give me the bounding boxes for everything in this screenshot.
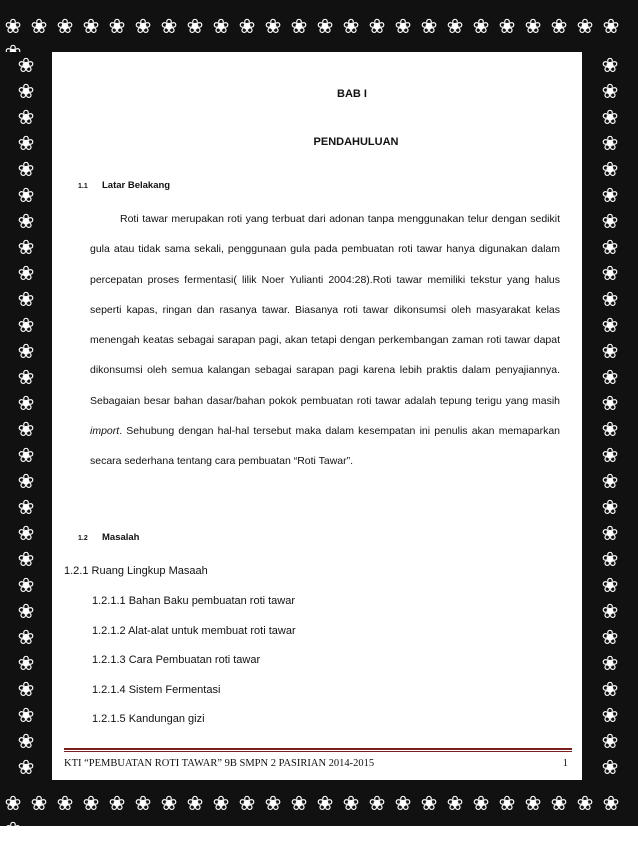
flower-ornament-icon: ❀ [601,209,619,233]
flower-ornament-icon: ❀ [601,131,619,155]
flower-ornament-icon: ❀ [601,521,619,545]
paragraph-text-end: . Sehubung dengan hal-hal tersebut maka dalam kesempatan ini penulis akan memaparkan secara sederhana tentang cara pembuatan “Roti Tawar”. [90,425,560,468]
section-number: 1.2 [78,535,88,542]
flower-ornament-icon: ❀ [134,791,152,815]
flower-ornament-icon: ❀ [17,495,35,519]
flower-ornament-icon: ❀ [394,791,412,815]
flower-ornament-icon: ❀ [601,599,619,623]
ornament-border-right [582,52,638,780]
flower-ornament-icon: ❀ [17,313,35,337]
flower-ornament-icon: ❀ [601,625,619,649]
section-heading-latar-belakang [78,180,170,191]
footer-rule-thin [64,751,572,752]
flower-ornament-icon: ❀ [17,729,35,753]
flower-ornament-icon: ❀ [601,365,619,389]
flower-ornament-icon: ❀ [601,729,619,753]
paragraph-text-main: Roti tawar merupakan roti yang terbuat dari adonan tanpa menggunakan telur dengan sedikit gula atau tidak sama sekali, penggunaan gula pada pembuatan roti tawar hanya digunakan dalam percepatan proses fermentasi( lilik Noer Yulianti 2004:28).Roti tawar memiliki tekstur yang halus seperti kapas, ringan dan rasanya tawar. Biasanya roti tawar dikonsumsi oleh masyarakat kelas menengah keatas sebagai sarapan pagi, akan tetapi dengan perkembangan zaman roti tawar dapat dikonsumsi oleh semua kalangan sebagai sarapan pagi karena lebih praktis dalam penyajiannya. Sebagaian besar bahan dasar/bahan pokok pembuatan roti tawar adalah tepung terigu yang masih [90,213,560,407]
ornament-border-bottom [0,780,638,841]
ornament-border-top [0,0,638,52]
flower-ornament-icon: ❀ [17,547,35,571]
flower-ornament-icon: ❀ [601,573,619,597]
flower-ornament-icon: ❀ [446,14,464,38]
flower-ornament-icon: ❀ [17,209,35,233]
flower-ornament-icon: ❀ [17,677,35,701]
flower-ornament-icon: ❀ [186,791,204,815]
flower-ornament-icon: ❀ [4,817,22,841]
flower-ornament-icon: ❀ [601,313,619,337]
flower-ornament-icon: ❀ [56,791,74,815]
flower-ornament-icon: ❀ [17,521,35,545]
flower-ornament-icon: ❀ [160,791,178,815]
page-content [52,52,582,780]
flower-ornament-icon: ❀ [601,495,619,519]
flower-ornament-icon: ❀ [420,791,438,815]
flower-ornament-icon: ❀ [82,791,100,815]
flower-ornament-icon: ❀ [601,417,619,441]
section-title: Latar Belakang [102,180,171,191]
section-title: Masalah [102,532,140,543]
flower-ornament-icon: ❀ [601,261,619,285]
chapter-title: PENDAHULUAN [313,136,399,148]
flower-ornament-icon: ❀ [601,703,619,727]
flower-ornament-icon: ❀ [17,261,35,285]
flower-ornament-icon: ❀ [17,235,35,259]
flower-ornament-icon: ❀ [30,791,48,815]
flower-ornament-icon: ❀ [4,14,22,38]
flower-ornament-icon: ❀ [238,791,256,815]
list-item: 1.2.1.4 Sistem Fermentasi [92,684,221,696]
flower-ornament-icon: ❀ [17,599,35,623]
flower-ornament-icon: ❀ [17,703,35,727]
flower-ornament-icon: ❀ [30,14,48,38]
flower-ornament-icon: ❀ [17,53,35,77]
flower-ornament-icon: ❀ [601,339,619,363]
list-item: 1.2.1.3 Cara Pembuatan roti tawar [92,654,261,666]
flower-ornament-icon: ❀ [602,14,620,38]
flower-ornament-icon: ❀ [550,791,568,815]
flower-ornament-icon: ❀ [264,791,282,815]
ornament-border-left [0,52,52,780]
page-footer [64,758,572,769]
flower-ornament-icon: ❀ [17,79,35,103]
flower-ornament-icon: ❀ [524,14,542,38]
flower-ornament-icon: ❀ [446,791,464,815]
flower-ornament-icon: ❀ [17,391,35,415]
flower-ornament-icon: ❀ [17,443,35,467]
flower-ornament-icon: ❀ [576,14,594,38]
flower-ornament-icon: ❀ [108,14,126,38]
flower-ornament-icon: ❀ [394,14,412,38]
flower-ornament-icon: ❀ [160,14,178,38]
flower-ornament-icon: ❀ [601,469,619,493]
flower-ornament-icon: ❀ [420,14,438,38]
flower-ornament-icon: ❀ [316,14,334,38]
list-item: 1.2.1.5 Kandungan gizi [92,713,205,725]
flower-ornament-icon: ❀ [82,14,100,38]
flower-ornament-icon: ❀ [498,14,516,38]
section-heading-masalah [78,532,140,543]
paragraph-italic-word: import [90,425,120,438]
flower-ornament-icon: ❀ [17,157,35,181]
flower-ornament-icon: ❀ [56,14,74,38]
flower-ornament-icon: ❀ [601,105,619,129]
flower-ornament-icon: ❀ [17,183,35,207]
flower-ornament-icon: ❀ [524,791,542,815]
flower-ornament-icon: ❀ [601,53,619,77]
flower-ornament-icon: ❀ [17,105,35,129]
flower-ornament-icon: ❀ [498,791,516,815]
flower-ornament-icon: ❀ [601,287,619,311]
flower-ornament-icon: ❀ [472,14,490,38]
flower-ornament-icon: ❀ [601,547,619,571]
flower-ornament-icon: ❀ [238,14,256,38]
chapter-label: BAB I [337,88,367,100]
flower-ornament-icon: ❀ [601,183,619,207]
flower-ornament-icon: ❀ [601,755,619,779]
flower-ornament-icon: ❀ [212,791,230,815]
subsection-ruang-lingkup: 1.2.1 Ruang Lingkup Masaah [64,565,208,577]
flower-ornament-icon: ❀ [576,791,594,815]
flower-ornament-icon: ❀ [601,79,619,103]
flower-ornament-icon: ❀ [108,791,126,815]
flower-ornament-icon: ❀ [601,651,619,675]
flower-ornament-icon: ❀ [316,791,334,815]
page-number: 1 [562,758,568,769]
flower-ornament-icon: ❀ [368,791,386,815]
flower-ornament-icon: ❀ [17,755,35,779]
flower-ornament-icon: ❀ [601,391,619,415]
flower-ornament-icon: ❀ [601,157,619,181]
flower-ornament-icon: ❀ [550,14,568,38]
flower-ornament-icon: ❀ [342,14,360,38]
flower-ornament-icon: ❀ [134,14,152,38]
flower-ornament-icon: ❀ [17,365,35,389]
footer-text: KTI “PEMBUATAN ROTI TAWAR” 9B SMPN 2 PASIRIAN 2014-2015 [64,758,375,769]
list-item: 1.2.1.1 Bahan Baku pembuatan roti tawar [92,595,296,607]
flower-ornament-icon: ❀ [17,131,35,155]
flower-ornament-icon: ❀ [4,791,22,815]
flower-ornament-icon: ❀ [601,677,619,701]
flower-ornament-icon: ❀ [186,14,204,38]
flower-ornament-icon: ❀ [368,14,386,38]
flower-ornament-icon: ❀ [17,625,35,649]
flower-ornament-icon: ❀ [212,14,230,38]
flower-ornament-icon: ❀ [601,443,619,467]
list-item: 1.2.1.2 Alat-alat untuk membuat roti tawar [92,625,296,637]
flower-ornament-icon: ❀ [17,651,35,675]
flower-ornament-icon: ❀ [264,14,282,38]
flower-ornament-icon: ❀ [342,791,360,815]
flower-ornament-icon: ❀ [290,14,308,38]
flower-ornament-icon: ❀ [17,339,35,363]
flower-ornament-icon: ❀ [17,469,35,493]
flower-ornament-icon: ❀ [602,791,620,815]
flower-ornament-icon: ❀ [17,417,35,441]
body-paragraph [90,204,560,477]
flower-ornament-icon: ❀ [472,791,490,815]
flower-ornament-icon: ❀ [17,573,35,597]
footer-rule [64,748,572,750]
flower-ornament-icon: ❀ [601,235,619,259]
flower-ornament-icon: ❀ [17,287,35,311]
section-number: 1.1 [78,183,88,190]
flower-ornament-icon: ❀ [290,791,308,815]
